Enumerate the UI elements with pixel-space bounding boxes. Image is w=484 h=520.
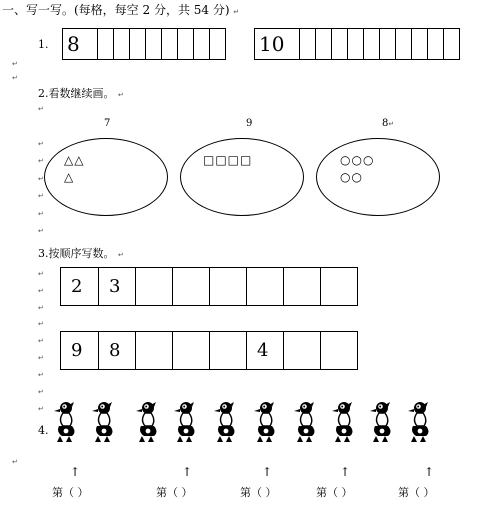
paragraph-mark: ↵ bbox=[38, 140, 44, 148]
duck-figure bbox=[54, 402, 75, 442]
paragraph-mark: ↵ bbox=[38, 337, 44, 345]
paragraph-mark: ↵ bbox=[12, 458, 18, 466]
paragraph-mark: ↵ bbox=[38, 320, 44, 328]
circle-shapes-row-1: ○○○ bbox=[340, 153, 375, 167]
sequence-cell: 8 bbox=[98, 332, 135, 369]
q3-label-text: 3.按顺序写数。 bbox=[38, 247, 115, 260]
paragraph-mark: ↵ bbox=[38, 287, 44, 295]
sequence-cell: 9 bbox=[71, 340, 83, 361]
duck-figure bbox=[370, 402, 391, 442]
q4-label: 4. bbox=[38, 424, 49, 437]
paragraph-mark: ↵ bbox=[38, 157, 44, 165]
square-shapes-row-1: □□□□ bbox=[203, 153, 253, 167]
duck-figure bbox=[332, 402, 353, 442]
ordinal-blank-1[interactable]: 第（ ） bbox=[52, 486, 89, 499]
paragraph-mark: ↵ bbox=[38, 270, 44, 278]
duck-figure bbox=[294, 402, 315, 442]
duck-figure bbox=[254, 402, 275, 442]
paragraph-mark: ↵ bbox=[38, 405, 44, 413]
paragraph-mark: ↵ bbox=[38, 388, 44, 396]
paragraph-mark: ↵ bbox=[38, 105, 44, 113]
paragraph-mark: ↵ bbox=[38, 175, 44, 183]
return-mark: ↵ bbox=[118, 91, 124, 99]
duck-figure bbox=[174, 402, 195, 442]
sequence-cell: 4 bbox=[246, 332, 283, 369]
duck-figure bbox=[214, 402, 235, 442]
sequence-cell: 3 bbox=[98, 268, 135, 305]
return-mark: ↵ bbox=[118, 251, 124, 259]
section-title-text: 一、写一写。(每格，每空 2 分，共 54 分) bbox=[2, 3, 230, 17]
grid-a-cell-1: 8 bbox=[67, 32, 80, 56]
oval-3-number-text: 8 bbox=[382, 118, 389, 129]
arrow-up-icon: ↑ bbox=[70, 465, 81, 479]
ordinal-blank-4[interactable]: 第（ ） bbox=[316, 486, 353, 499]
paragraph-mark: ↵ bbox=[38, 192, 44, 200]
ordinal-blank-2[interactable]: 第（ ） bbox=[156, 486, 193, 499]
q1-label: 1. bbox=[38, 38, 49, 51]
arrow-up-icon: ↑ bbox=[340, 465, 351, 479]
oval-1-number: 7 bbox=[104, 118, 111, 129]
paragraph-mark: ↵ bbox=[38, 371, 44, 379]
q2-label-text: 2.看数继续画。 bbox=[38, 87, 115, 100]
duck-figure bbox=[408, 402, 429, 442]
duck-figure bbox=[92, 402, 113, 442]
return-mark: ↵ bbox=[388, 120, 395, 128]
paragraph-mark: ↵ bbox=[38, 210, 44, 218]
arrow-up-icon: ↑ bbox=[424, 465, 435, 479]
triangle-shapes-row-1: △△ bbox=[64, 153, 85, 167]
arrow-up-icon: ↑ bbox=[182, 465, 193, 479]
paragraph-mark: ↵ bbox=[38, 304, 44, 312]
duck-figure bbox=[136, 402, 157, 442]
triangle-shapes-row-2: △ bbox=[64, 170, 75, 184]
ordinal-blank-5[interactable]: 第（ ） bbox=[398, 486, 435, 499]
paragraph-mark: ↵ bbox=[38, 354, 44, 362]
circle-shapes-row-2: ○○ bbox=[340, 170, 363, 184]
paragraph-mark: ↵ bbox=[12, 60, 18, 68]
ordinal-blank-3[interactable]: 第（ ） bbox=[240, 486, 277, 499]
grid-b-cell-1: 10 bbox=[259, 32, 285, 56]
oval-2-number: 9 bbox=[246, 118, 253, 129]
sequence-cell: 2 bbox=[71, 276, 83, 297]
paragraph-mark: ↵ bbox=[12, 74, 18, 82]
arrow-up-icon: ↑ bbox=[262, 465, 273, 479]
return-mark: ↵ bbox=[233, 8, 240, 16]
paragraph-mark: ↵ bbox=[38, 227, 44, 235]
